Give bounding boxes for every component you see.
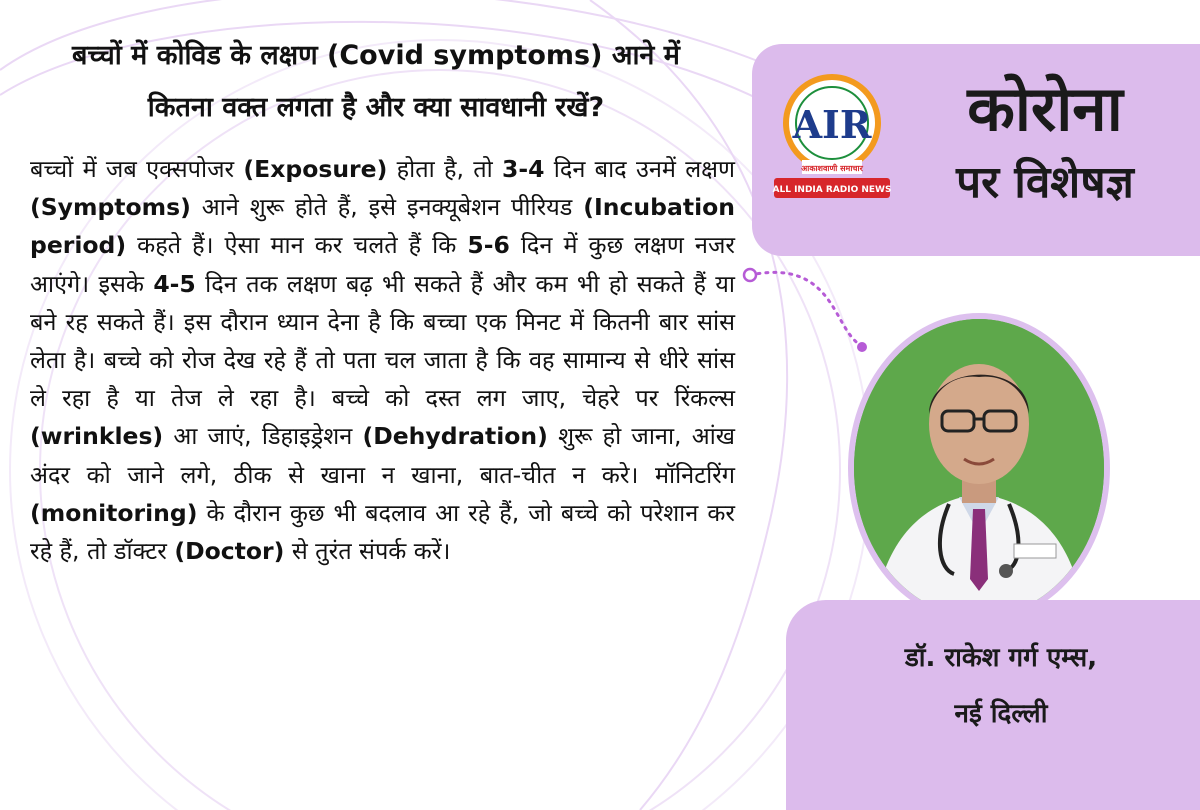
logo-brand-text: आकाशवाणी समाचार xyxy=(801,164,863,173)
tie-shape xyxy=(970,509,988,591)
logo-monogram: AIR xyxy=(792,102,872,147)
body-text-segment: आने शुरू होते हैं, इसे इनक्यूबेशन पीरियड xyxy=(190,193,584,222)
expert-name-line-1: डॉ. राकेश गर्ग एम्स, xyxy=(904,643,1098,673)
heading-line-2: पर विशेषज्ञ xyxy=(956,157,1134,208)
expert-name-block xyxy=(806,630,1196,742)
article-body xyxy=(30,150,735,570)
body-emphasis: (Exposure) xyxy=(243,155,388,183)
body-emphasis: (monitoring) xyxy=(30,498,198,527)
connector-start-dot xyxy=(744,269,756,281)
body-emphasis: 4-5 xyxy=(153,269,196,298)
body-emphasis: 5-6 xyxy=(467,231,510,260)
air-news-logo xyxy=(772,68,892,208)
connector-dots xyxy=(740,255,870,355)
body-emphasis: (Doctor) xyxy=(174,537,285,566)
connector-line xyxy=(750,272,865,347)
title-line-2: कितना वक्त लगता है और क्या सावधानी रखें? xyxy=(147,92,605,123)
body-emphasis: (Incubation period) xyxy=(30,193,735,260)
body-text-segment: दिन बाद उनमें लक्षण xyxy=(544,155,735,183)
body-text-segment: शुरू हो जाना, आंख अंदर को जाने लगे, ठीक से खाना न खाना, बात-चीत न करे। मॉनिटरिंग xyxy=(30,422,735,489)
face-shape xyxy=(929,364,1029,484)
expert-photo xyxy=(848,313,1110,623)
body-emphasis: (Dehydration) xyxy=(362,422,548,451)
body-text-segment: बच्चों में जब एक्सपोजर xyxy=(30,155,244,183)
article-title xyxy=(18,30,734,134)
heading-line-1: कोरोना xyxy=(967,72,1123,145)
title-line-1: बच्चों में कोविड के लक्षण (Covid symptoms) आने में xyxy=(72,40,680,71)
body-text-segment: आ जाएं, डिहाइड्रेशन xyxy=(163,422,363,451)
doctor-illustration xyxy=(854,319,1104,617)
body-text-segment: दिन में कुछ लक्षण नजर आएंगे। इसके xyxy=(30,231,735,298)
body-text-segment: कहते हैं। ऐसा मान कर चलते हैं कि xyxy=(126,231,468,260)
body-text-segment: के दौरान कुछ भी बदलाव आ रहे हैं, जो बच्चे को परेशान कर रहे हैं, तो डॉक्टर xyxy=(30,498,735,566)
body-text-segment: दिन तक लक्षण बढ़ भी सकते हैं और कम भी हो सकते हैं या बने रह सकते हैं। इस दौरान ध्यान देना है कि बच्चा एक मिनट में कितनी बार सांस लेता है। बच्चे को रोज देख रहे हैं तो पता चल जाता है कि वह सामान्य से धीरे सांस ले रहा है या तेज ले रहा है। बच्चे को दस्त लग जाए, चेहरे पर रिंकल्स xyxy=(30,269,736,413)
connector-end-dot xyxy=(857,342,867,352)
expert-name-line-2: नई दिल्ली xyxy=(954,699,1048,729)
body-emphasis: (Symptoms) xyxy=(30,193,191,222)
name-badge xyxy=(1014,544,1056,558)
heading-block xyxy=(905,65,1185,213)
body-emphasis: 3-4 xyxy=(502,155,545,183)
body-text-segment: से तुरंत संपर्क करें। xyxy=(284,537,451,566)
logo-english-text: ALL INDIA RADIO NEWS xyxy=(772,185,892,195)
body-emphasis: (wrinkles) xyxy=(30,422,164,451)
body-text-segment: होता है, तो xyxy=(387,155,502,183)
